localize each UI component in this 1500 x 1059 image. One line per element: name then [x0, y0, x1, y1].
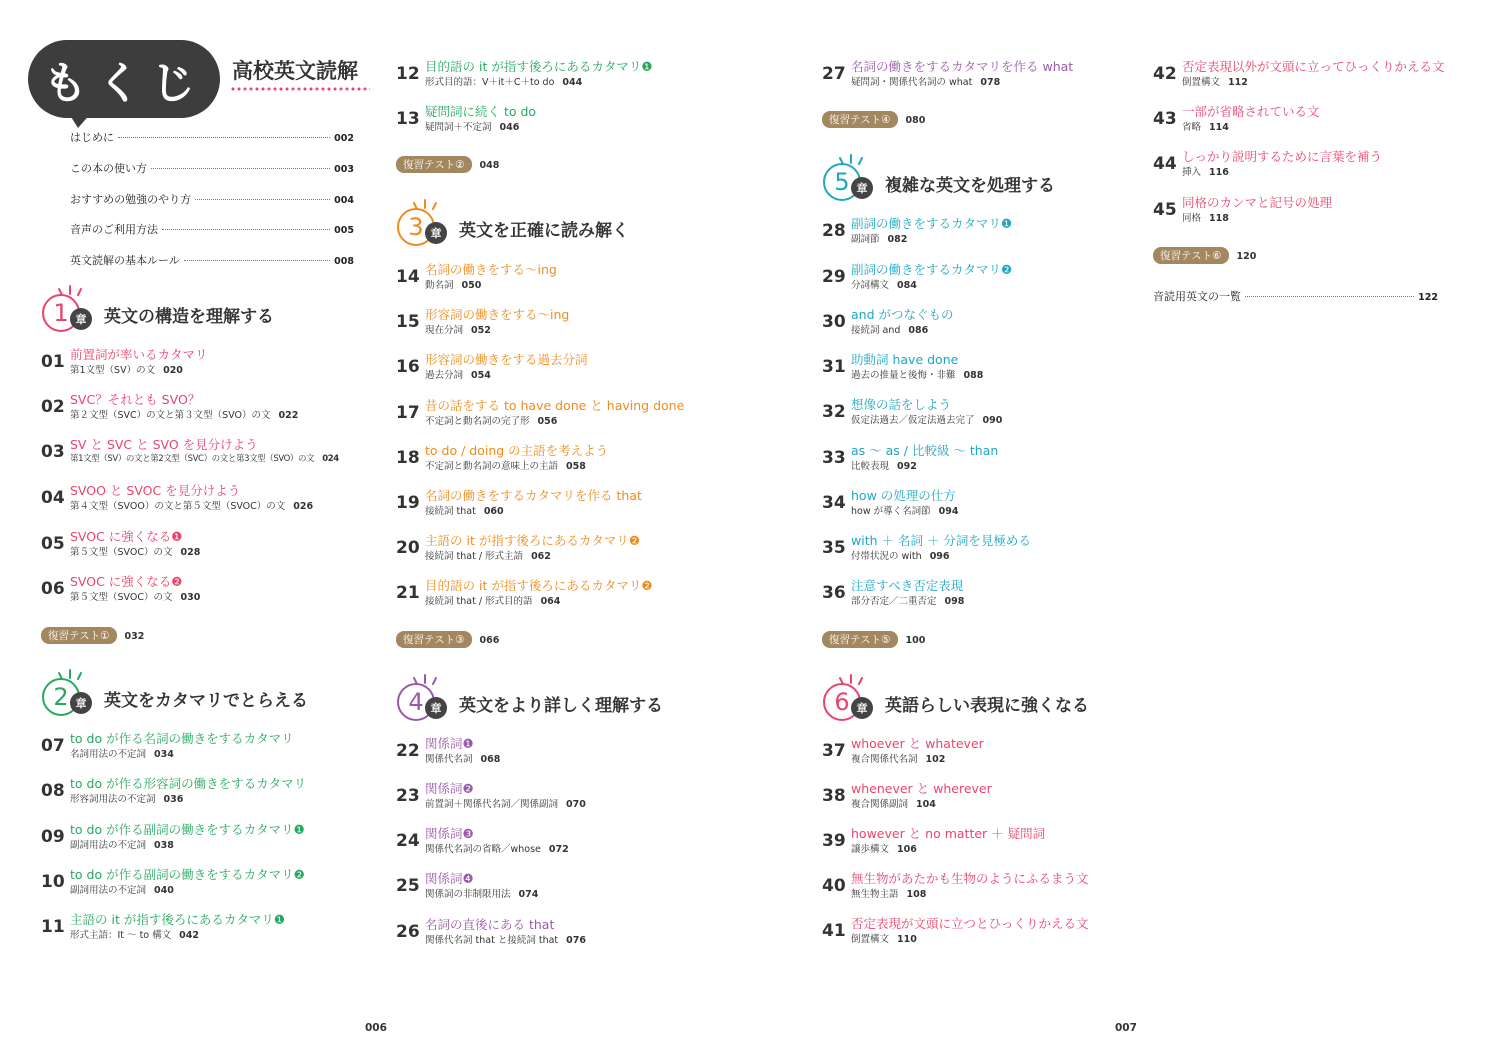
lesson-subtitle: 過去分詞 — [425, 370, 464, 381]
lesson-title: 形容詞の働きをする過去分詞 — [425, 352, 588, 367]
review-test[interactable] — [822, 628, 925, 644]
page-number: 056 — [537, 416, 558, 427]
lesson-entry[interactable] — [822, 57, 1162, 91]
lesson-entry[interactable] — [396, 869, 736, 903]
front-matter-item[interactable] — [70, 160, 354, 176]
lesson-entry[interactable] — [396, 486, 736, 520]
lesson-number: 34 — [822, 493, 846, 513]
lesson-subtitle: 譲歩構文 — [851, 844, 890, 855]
book-title: 高校英文読解 — [232, 59, 358, 83]
lesson-title: with ＋ 名詞 ＋ 分詞を見極める — [851, 533, 1031, 548]
lesson-number: 41 — [822, 921, 846, 941]
review-test[interactable] — [822, 108, 925, 124]
chapter-number: 6 — [823, 683, 861, 721]
page-number: 022 — [278, 410, 299, 421]
lesson-title: whoever と whatever — [851, 736, 984, 751]
lesson-subtitle: 関係詞の非制限用法 — [425, 889, 511, 900]
page-number: 070 — [566, 799, 586, 810]
page-number: 092 — [897, 461, 917, 472]
leader-dots — [184, 260, 330, 261]
page-number: 106 — [897, 844, 917, 855]
lesson-title: however と no matter ＋ 疑問詞 — [851, 826, 1046, 841]
lesson-subtitle: 部分否定／二重否定 — [851, 596, 937, 607]
lesson-subtitle: 不定詞と動名詞の完了形 — [425, 416, 530, 427]
page-number: 080 — [905, 115, 926, 126]
lesson-entry[interactable] — [396, 396, 736, 430]
page-number: 046 — [499, 122, 520, 133]
appendix-item[interactable] — [1153, 288, 1438, 304]
lesson-number: 17 — [396, 403, 420, 423]
lesson-entry[interactable] — [41, 774, 381, 808]
page-number: 054 — [471, 370, 491, 381]
review-badge: 復習テスト② — [396, 156, 472, 173]
lesson-subtitle: 付帯状況の with — [851, 551, 922, 562]
lesson-number: 22 — [396, 741, 420, 761]
lesson-number: 08 — [41, 781, 65, 801]
page-number: 036 — [163, 794, 184, 805]
lesson-number: 19 — [396, 493, 420, 513]
page-number: 005 — [334, 225, 354, 236]
lesson-title: 関係詞❹ — [425, 871, 474, 886]
page-number: 064 — [540, 596, 561, 607]
front-matter-item[interactable] — [70, 221, 354, 237]
lesson-entry[interactable] — [822, 214, 1162, 248]
lesson-entry[interactable] — [822, 260, 1162, 294]
page-number: 086 — [908, 325, 929, 336]
lesson-entry[interactable] — [396, 57, 736, 91]
review-badge: 復習テスト① — [41, 627, 117, 644]
lesson-number: 14 — [396, 267, 420, 287]
chapter-number: 5 — [823, 163, 861, 201]
lesson-title: SVOC に強くなる❶ — [70, 529, 183, 544]
page-number: 003 — [334, 164, 354, 175]
lesson-subtitle: 第５文型（SVOC）の文 — [70, 547, 173, 558]
front-matter-item[interactable] — [70, 191, 354, 207]
lesson-number: 26 — [396, 922, 420, 942]
lesson-title: to do が作る形容詞の働きをするカタマリ — [70, 776, 307, 791]
page-number: 066 — [479, 635, 500, 646]
lesson-number: 15 — [396, 312, 420, 332]
lesson-title: how の処理の仕方 — [851, 488, 956, 503]
chapter-mark: 章 — [70, 692, 92, 714]
lesson-subtitle: 過去の推量と後悔・非難 — [851, 370, 956, 381]
front-matter-label: この本の使い方 — [70, 162, 147, 175]
lesson-entry[interactable] — [396, 531, 736, 565]
lesson-number: 31 — [822, 357, 846, 377]
lesson-number: 32 — [822, 402, 846, 422]
lesson-title: 名詞の働きをするカタマリを作る that — [425, 488, 642, 503]
lesson-number: 29 — [822, 267, 846, 287]
page-number: 058 — [566, 461, 586, 472]
title-bubble — [28, 40, 220, 118]
lesson-title: SVOC に強くなる❷ — [70, 574, 183, 589]
lesson-subtitle: 倒置構文 — [851, 934, 890, 945]
lesson-entry[interactable] — [396, 734, 736, 768]
lesson-entry[interactable] — [41, 390, 381, 424]
page-number: 090 — [982, 415, 1003, 426]
page-number: 024 — [322, 454, 339, 464]
lesson-title: 昔の話をする to have done と having done — [425, 398, 685, 413]
chapter-number: 4 — [397, 683, 435, 721]
page-number: 094 — [938, 506, 959, 517]
lesson-entry[interactable] — [1153, 57, 1493, 91]
lesson-title: しっかり説明するために言葉を補う — [1182, 149, 1383, 164]
lesson-entry[interactable] — [822, 305, 1162, 339]
lesson-subtitle: 無生物主語 — [851, 889, 899, 900]
front-matter-item[interactable] — [70, 129, 354, 145]
lesson-entry[interactable] — [41, 572, 381, 606]
page-number: 082 — [887, 234, 908, 245]
lesson-number: 01 — [41, 352, 65, 372]
lesson-number: 13 — [396, 109, 420, 129]
chapter-mark: 章 — [851, 177, 873, 199]
lesson-entry[interactable] — [41, 481, 381, 515]
review-badge: 復習テスト④ — [822, 111, 898, 128]
lesson-number: 25 — [396, 876, 420, 896]
lesson-number: 43 — [1153, 109, 1177, 129]
lesson-subtitle: 第２文型（SVC）の文と第３文型（SVO）の文 — [70, 410, 271, 421]
lesson-number: 30 — [822, 312, 846, 332]
lesson-entry[interactable] — [822, 531, 1162, 565]
lesson-number: 33 — [822, 448, 846, 468]
lesson-title: SV と SVC と SVO を見分けよう — [70, 437, 258, 452]
lesson-entry[interactable] — [396, 779, 736, 813]
chapter-mark: 章 — [70, 308, 92, 330]
lesson-entry[interactable] — [396, 350, 736, 384]
lesson-title: 名詞の直後にある that — [425, 917, 555, 932]
page-number: 088 — [963, 370, 984, 381]
lesson-subtitle: 形式目的語：V＋it＋C＋to do — [425, 77, 555, 88]
lesson-title: 注意すべき否定表現 — [851, 578, 964, 593]
lesson-subtitle: 形容詞用法の不定詞 — [70, 794, 156, 805]
lesson-number: 03 — [41, 442, 65, 462]
page-number: 050 — [461, 280, 482, 291]
lesson-title: 関係詞❸ — [425, 826, 474, 841]
chapter-mark: 章 — [425, 697, 447, 719]
lesson-subtitle: 倒置構文 — [1182, 77, 1221, 88]
lesson-number: 28 — [822, 221, 846, 241]
lesson-subtitle: 第５文型（SVOC）の文 — [70, 592, 173, 603]
lesson-title: to do が作る副詞の働きをするカタマリ❷ — [70, 867, 305, 882]
chapter-title: 英文をカタマリでとらえる — [104, 691, 308, 711]
lesson-entry[interactable] — [822, 824, 1162, 858]
lesson-number: 39 — [822, 831, 846, 851]
page-number: 042 — [179, 930, 199, 941]
lesson-entry[interactable] — [396, 441, 736, 475]
page-number: 032 — [124, 631, 145, 642]
lesson-subtitle: 接続詞 that / 形式目的語 — [425, 596, 533, 607]
chapter-number: 2 — [42, 678, 80, 716]
chapter-title: 英文を正確に読み解く — [459, 221, 629, 241]
lesson-subtitle: 形式主語：It ～ to 構文 — [70, 930, 172, 941]
lesson-title: 関係詞❷ — [425, 781, 474, 796]
lesson-subtitle: 副詞用法の不定詞 — [70, 885, 147, 896]
lesson-entry[interactable] — [822, 869, 1162, 903]
page-number: 020 — [163, 365, 183, 376]
lesson-subtitle: 複合関係副詞 — [851, 799, 909, 810]
lesson-title: SVOO と SVOC を見分けよう — [70, 483, 241, 498]
lesson-title: 助動詞 have done — [851, 352, 959, 367]
lesson-number: 40 — [822, 876, 846, 896]
lesson-entry[interactable] — [822, 576, 1162, 610]
lesson-subtitle: 挿入 — [1182, 167, 1202, 178]
lesson-number: 23 — [396, 786, 420, 806]
lesson-subtitle: 第４文型（SVOO）の文と第５文型（SVOC）の文 — [70, 501, 286, 512]
lesson-entry[interactable] — [396, 824, 736, 858]
page-number: 104 — [916, 799, 936, 810]
lesson-subtitle: 関係代名詞 — [425, 754, 473, 765]
lesson-number: 06 — [41, 579, 65, 599]
lesson-title: to do が作る名詞の働きをするカタマリ — [70, 731, 294, 746]
lesson-subtitle: 複合関係代名詞 — [851, 754, 918, 765]
lesson-number: 10 — [41, 872, 65, 892]
lesson-entry[interactable] — [1153, 147, 1493, 181]
page-number: 112 — [1228, 77, 1248, 88]
chapter-number: 3 — [397, 208, 435, 246]
lesson-subtitle: 同格 — [1182, 213, 1202, 224]
page-number: 040 — [154, 885, 174, 896]
lesson-title: to do / doing の主語を考えよう — [425, 443, 609, 458]
lesson-subtitle: 副詞節 — [851, 234, 880, 245]
page-number: 060 — [483, 506, 504, 517]
lesson-title: 同格のカンマと記号の処理 — [1182, 195, 1333, 210]
page-number: 028 — [180, 547, 201, 558]
lesson-subtitle: 疑問詞＋不定詞 — [425, 122, 492, 133]
lesson-number: 12 — [396, 64, 420, 84]
lesson-title: to do が作る副詞の働きをするカタマリ❶ — [70, 822, 305, 837]
lesson-title: 形容詞の働きをする～ing — [425, 307, 570, 322]
lesson-number: 20 — [396, 538, 420, 558]
page-number: 096 — [929, 551, 950, 562]
leader-dots — [195, 199, 330, 200]
chapter-title: 英語らしい表現に強くなる — [885, 696, 1089, 716]
page-number: 120 — [1236, 251, 1257, 262]
leader-dots — [151, 168, 330, 169]
lesson-title: 否定表現が文頭に立つとひっくりかえる文 — [851, 916, 1089, 931]
lesson-entry[interactable] — [41, 345, 381, 379]
lesson-title: 一部が省略されている文 — [1182, 104, 1320, 119]
page-number: 076 — [566, 935, 586, 946]
page-number: 048 — [479, 160, 500, 171]
lesson-title: SVC？それとも SVO？ — [70, 392, 201, 407]
lesson-number: 24 — [396, 831, 420, 851]
front-matter-label: 音声のご利用方法 — [70, 223, 158, 236]
page-number: 074 — [518, 889, 539, 900]
lesson-subtitle: 第1文型（SV）の文 — [70, 365, 156, 376]
lesson-subtitle: how が導く名詞節 — [851, 506, 931, 517]
page-folio-right: 007 — [1115, 1022, 1137, 1034]
lesson-subtitle: 動名詞 — [425, 280, 454, 291]
review-badge: 復習テスト⑥ — [1153, 247, 1229, 264]
lesson-subtitle: 接続詞 and — [851, 325, 901, 336]
page-number: 072 — [548, 844, 569, 855]
review-test[interactable] — [1153, 244, 1256, 260]
lesson-entry[interactable] — [396, 260, 736, 294]
lesson-subtitle: 省略 — [1182, 122, 1202, 133]
page-number: 068 — [480, 754, 501, 765]
lesson-subtitle: 第1文型（SV）の文と第2文型（SVC）の文と第3文型（SVO）の文 — [70, 454, 315, 464]
lesson-subtitle: 比較表現 — [851, 461, 890, 472]
lesson-subtitle: 接続詞 that / 形式主語 — [425, 551, 524, 562]
lesson-title: 主語の it が指す後ろにあるカタマリ❷ — [425, 533, 641, 548]
leader-dots — [118, 137, 330, 138]
lesson-title: 疑問詞に続く to do — [425, 104, 537, 119]
lesson-title: 目的語の it が指す後ろにあるカタマリ❷ — [425, 578, 653, 593]
lesson-entry[interactable] — [396, 305, 736, 339]
page-number: 038 — [154, 840, 174, 851]
lesson-entry[interactable] — [822, 395, 1162, 429]
lesson-subtitle: 名詞用法の不定詞 — [70, 749, 147, 760]
front-matter-label: 英文読解の基本ルール — [70, 254, 180, 267]
lesson-number: 05 — [41, 534, 65, 554]
lesson-entry[interactable] — [822, 779, 1162, 813]
chapter-mark: 章 — [425, 222, 447, 244]
chapter-mark: 章 — [851, 697, 873, 719]
lesson-subtitle: 現在分詞 — [425, 325, 464, 336]
lesson-number: 07 — [41, 736, 65, 756]
lesson-number: 44 — [1153, 154, 1177, 174]
page-number: 116 — [1209, 167, 1229, 178]
lesson-number: 38 — [822, 786, 846, 806]
title-text: もくじ — [43, 58, 205, 109]
lesson-number: 18 — [396, 448, 420, 468]
lesson-number: 02 — [41, 397, 65, 417]
page-number: 062 — [531, 551, 551, 562]
chapter-title: 英文をより詳しく理解する — [459, 696, 663, 716]
review-badge: 復習テスト③ — [396, 631, 472, 648]
page-number: 052 — [471, 325, 491, 336]
lesson-entry[interactable] — [41, 910, 381, 944]
front-matter-label: はじめに — [70, 131, 114, 144]
review-test[interactable] — [41, 624, 144, 640]
chapter-number: 1 — [42, 294, 80, 332]
lesson-entry[interactable] — [822, 914, 1162, 948]
lesson-title: 関係詞❶ — [425, 736, 474, 751]
lesson-number: 27 — [822, 64, 846, 84]
lesson-title: and がつなぐもの — [851, 307, 954, 322]
lesson-title: 否定表現以外が文頭に立ってひっくりかえる文 — [1182, 59, 1445, 74]
lesson-entry[interactable] — [1153, 102, 1493, 136]
review-test[interactable] — [396, 153, 499, 169]
lesson-number: 09 — [41, 827, 65, 847]
lesson-title: 想像の話をしよう — [851, 397, 952, 412]
lesson-title: 目的語の it が指す後ろにあるカタマリ❶ — [425, 59, 653, 74]
page-number: 002 — [334, 133, 354, 144]
chapter-title: 英文の構造を理解する — [104, 307, 274, 327]
lesson-title: 名詞の働きをするカタマリを作る what — [851, 59, 1074, 74]
front-matter-item[interactable] — [70, 252, 354, 268]
page-number: 098 — [944, 596, 965, 607]
lesson-number: 11 — [41, 917, 65, 937]
page-number: 102 — [925, 754, 946, 765]
lesson-entry[interactable] — [396, 915, 736, 949]
lesson-title: 名詞の働きをする～ing — [425, 262, 557, 277]
lesson-entry[interactable] — [396, 102, 736, 136]
review-test[interactable] — [396, 628, 499, 644]
lesson-entry[interactable] — [41, 820, 381, 854]
page-number: 122 — [1418, 292, 1438, 303]
lesson-subtitle: 副詞用法の不定詞 — [70, 840, 147, 851]
page-number: 044 — [562, 77, 583, 88]
lesson-subtitle: 不定詞と動名詞の意味上の主語 — [425, 461, 559, 472]
page-number: 100 — [905, 635, 926, 646]
page-number: 118 — [1209, 213, 1229, 224]
lesson-entry[interactable] — [822, 486, 1162, 520]
lesson-subtitle: 前置詞＋関係代名詞／関係副詞 — [425, 799, 559, 810]
lesson-subtitle: 関係代名詞 that と接続詞 that — [425, 935, 559, 946]
lesson-number: 16 — [396, 357, 420, 377]
page-number: 008 — [334, 256, 354, 267]
page-number: 110 — [897, 934, 917, 945]
page-number: 004 — [334, 195, 354, 206]
page-number: 030 — [180, 592, 201, 603]
lesson-number: 35 — [822, 538, 846, 558]
page-number: 034 — [154, 749, 174, 760]
lesson-entry[interactable] — [41, 865, 381, 899]
lesson-entry[interactable] — [41, 729, 381, 763]
lesson-title: 副詞の働きをするカタマリ❶ — [851, 216, 1013, 231]
chapter-title: 複雑な英文を処理する — [885, 176, 1055, 196]
leader-dots — [1245, 296, 1414, 297]
lesson-title: 前置詞が率いるカタマリ — [70, 347, 208, 362]
lesson-title: as ～ as / 比較級 ～ than — [851, 443, 999, 458]
lesson-subtitle: 関係代名詞の省略／whose — [425, 844, 541, 855]
lesson-title: 主語の it が指す後ろにあるカタマリ❶ — [70, 912, 286, 927]
lesson-number: 21 — [396, 583, 420, 603]
review-badge: 復習テスト⑤ — [822, 631, 898, 648]
lesson-entry[interactable] — [1153, 193, 1493, 227]
lesson-number: 37 — [822, 741, 846, 761]
page-folio-left: 006 — [365, 1022, 387, 1034]
lesson-subtitle: 仮定法過去／仮定法過去完了 — [851, 415, 975, 426]
page-number: 078 — [980, 77, 1001, 88]
lesson-entry[interactable] — [822, 734, 1162, 768]
lesson-number: 36 — [822, 583, 846, 603]
lesson-entry[interactable] — [41, 435, 381, 469]
lesson-number: 42 — [1153, 64, 1177, 84]
book-title-underline — [230, 87, 370, 91]
lesson-subtitle: 疑問詞・関係代名詞の what — [851, 77, 973, 88]
page-number: 114 — [1209, 122, 1229, 133]
lesson-entry[interactable] — [41, 527, 381, 561]
lesson-entry[interactable] — [822, 350, 1162, 384]
lesson-title: 副詞の働きをするカタマリ❷ — [851, 262, 1013, 277]
lesson-number: 45 — [1153, 200, 1177, 220]
page-number: 026 — [293, 501, 314, 512]
lesson-number: 04 — [41, 488, 65, 508]
lesson-title: whenever と wherever — [851, 781, 992, 796]
page-number: 084 — [897, 280, 917, 291]
lesson-subtitle: 接続詞 that — [425, 506, 476, 517]
appendix-label: 音読用英文の一覧 — [1153, 290, 1241, 303]
lesson-title: 無生物があたかも生物のようにふるまう文 — [851, 871, 1089, 886]
page-number: 108 — [906, 889, 927, 900]
lesson-entry[interactable] — [822, 441, 1162, 475]
front-matter-label: おすすめの勉強のやり方 — [70, 193, 192, 206]
leader-dots — [162, 229, 330, 230]
lesson-subtitle: 分詞構文 — [851, 280, 890, 291]
lesson-entry[interactable] — [396, 576, 736, 610]
